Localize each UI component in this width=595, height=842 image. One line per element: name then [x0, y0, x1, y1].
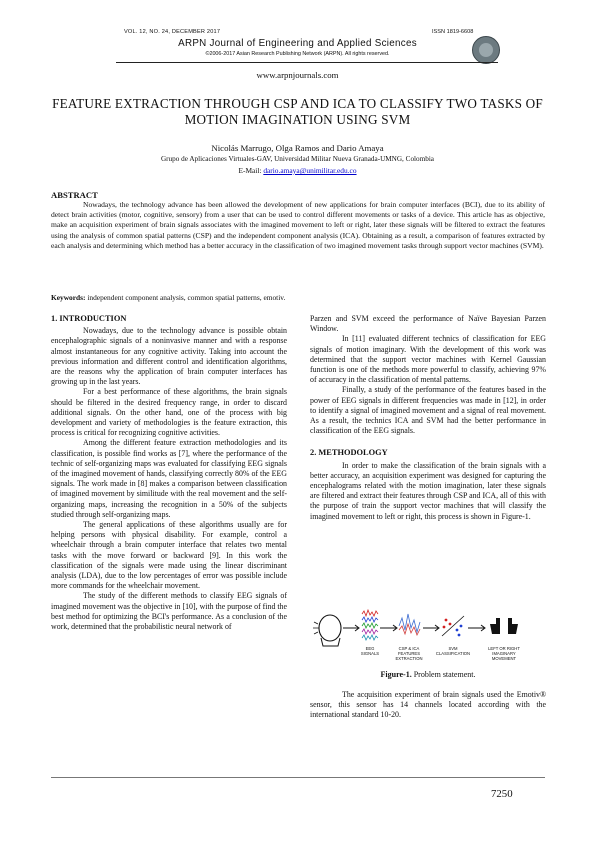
right-paragraph-2: In [11] evaluated different technics of classification for EEG signals of motion imaginary. With the development of this work was determined that the support vector machines with Kernel Gaussian function is one of the methods more powerful to classify, achieving 97% of accuracy in the classification of mental patterns. — [310, 334, 546, 385]
keywords-text: independent component analysis, common spatial patterns, emotiv. — [85, 293, 286, 302]
fig-label-eeg: EEG SIGNALS — [360, 646, 380, 656]
intro-paragraph-1: Nowadays, due to the technology advance is possible obtain encephalographic signals of a noninvasive manner and with a response almost instantaneous for any cognitive activity. Taking into account the previous information and different control and identification algorithms, are the reasons why the application of brain computer interfaces has growing up in the last years. — [51, 326, 287, 387]
intro-heading: 1. INTRODUCTION — [51, 314, 127, 323]
page-number: 7250 — [491, 788, 513, 800]
methodology-paragraph-2-wrap — [310, 690, 546, 721]
copyright-line: ©2006-2017 Asian Research Publishing Network (ARPN). All rights reserved. — [205, 51, 390, 57]
fig-label-svm: SVM CLASSIFICATION — [435, 646, 471, 656]
email-label: E-Mail: — [238, 166, 264, 175]
left-column — [51, 314, 287, 632]
right-column — [310, 314, 546, 522]
abstract-body: Nowadays, the technology advance has been allowed the development of new applications for brain computer interfaces (BCI), due to its ability of detect brain activities (motor, cognitive, sensory) from a user that can be used to control different movements or tasks of a device. This article has as objective, make an acquisition experiment of brain signals associates with the imagined movement to left or right, later these signals will be filtered to extract the features using the analysis of common spatial patterns (CSP) and the independent component analysis (ICA). Obtaining as a result, a comparison of features extracted by each analysis and determining which method has a better accuracy in the classification of two imagined movement tasks through support vector machines (SVM). — [51, 200, 545, 250]
figure-caption-text: Problem statement. — [411, 670, 476, 679]
methodology-paragraph-1: In order to make the classification of the brain signals with a better accuracy, an acquisition experiment was designed for capturing the encephalograms related with the motion imagination, later these signals are filtered and extract their features through CSP and ICA, all of this with the purpose of train the support vector machines that will classify the imagined movement to left or right, this process is shown in Figure-1. — [310, 460, 546, 521]
paper-affiliation: Grupo de Aplicaciones Virtuales-GAV, Universidad Militar Nueva Granada-UMNG, Colombia — [160, 155, 435, 163]
fig-label-movement: LEFT OR RIGHT IMAGINARY MOVEMENT — [488, 646, 520, 661]
intro-paragraph-4: The general applications of these algorithms usually are for helping persons with physical disability. For example, control a wheelchair through a brain computer interface that relates two mental tasks with the move forward or backward [9]. In this work the classification of the signals were made using the linear discriminant analysis (LDA), due to the low percentages of error was possible include more commands for the wheelchair movement. — [51, 520, 287, 591]
figure-caption — [310, 670, 546, 679]
problem-statement-figure — [310, 600, 546, 672]
footer-rule — [51, 777, 545, 778]
right-paragraph-1: Parzen and SVM exceed the performance of Naïve Bayesian Parzen Window. — [310, 314, 546, 334]
header-rule — [116, 62, 498, 63]
intro-paragraph-3: Among the different feature extraction methodologies and its classification, is possible find works as [7], where the performance of the technic of self-organizing maps was evaluated for classifying EEG signals of the imagined movement of hands, classifying correctly 80% of the EEG signals. The work made in [8] makes a comparison between classification of imagined movement by similitude with the real movement and the self-organizing maps, increasing the recognition in a 50% of the subjects studied through self-organizing maps. — [51, 438, 287, 519]
methodology-heading: 2. METHODOLOGY — [310, 448, 388, 458]
eeg-signals-icon — [362, 610, 378, 640]
keywords-label: Keywords: — [51, 293, 86, 302]
methodology-paragraph-2: The acquisition experiment of brain signals used the Emotiv® sensor, this sensor has 14 channels located according with the international standard 10-20. — [310, 690, 546, 720]
email-link[interactable]: dario.amaya@unimilitar.edu.co — [263, 166, 357, 175]
intro-paragraph-2: For a best performance of these algorithms, the brain signals should be filtered in the desired frequency range, in order to discard additional signals. On the other hand, one of the process with big development and variety of methodologies is the feature extraction, this process is critical for recognizing cognitive activities. — [51, 387, 287, 438]
journal-website: www.arpnjournals.com — [256, 70, 339, 80]
paper-email — [0, 166, 595, 175]
figure-caption-label: Figure-1. — [380, 670, 412, 679]
intro-paragraph-5: The study of the different methods to classify EEG signals of imagined movement was the objective in [10], with the purpose of find the best method for optimizing the BCI's performance. As a conclusion of the work, determined that the probabilistic neural network of — [51, 591, 288, 632]
journal-name: ARPN Journal of Engineering and Applied Sciences — [178, 38, 417, 49]
fig-label-features: CSP & ICA FEATURES EXTRACTION — [395, 646, 423, 661]
right-paragraph-3: Finally, a study of the performance of the features based in the power of EEG signals in different frequencies was made in [12], in order to identify a signal of imagined movement and a signal of real movement. As a result, the technics ICA and SVM had the better performance in classification of the EEG signals. — [310, 385, 546, 436]
header-volume: VOL. 12, NO. 24, DECEMBER 2017 — [124, 29, 221, 35]
hand-right-icon — [508, 618, 518, 634]
abstract-heading: ABSTRACT — [51, 190, 98, 200]
svm-classification-icon — [442, 616, 464, 636]
paper-title: FEATURE EXTRACTION THROUGH CSP AND ICA TO CLASSIFY TWO TASKS OF MOTION IMAGINATION USING SVM — [52, 96, 543, 127]
head-icon — [313, 615, 341, 646]
journal-logo-icon — [472, 36, 500, 64]
header-issn: ISSN 1819-6608 — [432, 29, 474, 35]
features-extraction-icon — [399, 614, 420, 635]
paper-authors: Nicolás Marrugo, Olga Ramos and Dario Amaya — [211, 143, 384, 153]
keywords-line — [51, 293, 545, 302]
hand-left-icon — [490, 618, 500, 634]
